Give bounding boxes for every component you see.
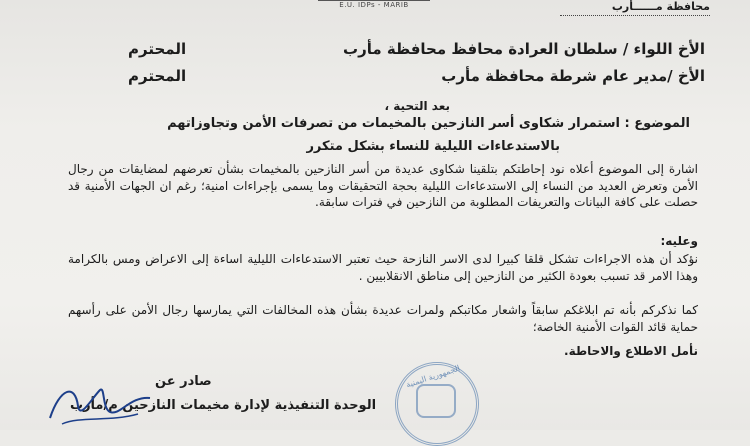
paragraph-1: اشارة إلى الموضوع أعلاه نود إحاطتكم بتلقينا شكاوى عديدة من أسر النازحين بالمخيمات بشأن تعرضهم لمضايقات من رجال الأمن وتعرض العديد من النساء إلى الاستدعاءات الليلية بحجة التحقيقات وما يسمى بإجراءات امنية؛ رغم ان الجهات الأمنية قد حصلت على كافة البيانات والتعريفات المطلوبة من النازحين في فترات سابقة. [68, 162, 698, 209]
header-divider [560, 15, 710, 16]
greeting: بعد التحية ، [384, 99, 450, 113]
recipient-1-honorific: المحترم [128, 40, 187, 58]
and-so-label: وعليه: [660, 234, 698, 248]
issued-by-label: صادر عن [155, 374, 212, 389]
closing-line: نأمل الاطلاع والاحاطة. [564, 344, 698, 358]
stamp-emblem [416, 384, 456, 418]
letterhead-org: E.U. IDPs - MARIB [339, 1, 409, 9]
paragraph-2: نؤكد أن هذه الاجراءات تشكل قلقا كبيرا لدى الاسر النازحة حيث تعتبر الاستدعاءات الليلية اساءة إلى الاعراض ومس بالكرامة وهذا الامر قد تسبب بعودة الكثير من النازحين إلى مناطق الانقلابيين . [68, 252, 698, 283]
recipient-2-honorific: المحترم [128, 67, 187, 85]
paragraph-3: كما نذكركم بأنه تم ابلاغكم سابقاً واشعار مكاتبكم ولمرات عديدة بشأن هذه المخالفات التي يمارسها رجال الأمن على رأسهم حماية قائد القوات الأمنية الخاصة؛ [68, 303, 698, 334]
recipient-1: الأخ اللواء / سلطان العرادة محافظ محافظة مأرب [343, 40, 705, 58]
recipient-2: الأخ /مدير عام شرطة محافظة مأرب [441, 67, 705, 85]
governorate-title: محافظة مــــــأرب [611, 0, 710, 13]
signature-icon [40, 378, 160, 430]
sender-unit: الوحدة التنفيذية لإدارة مخيمات النازحين م/مأرب [70, 398, 377, 413]
stamp-text: الجمهورية اليمنية [404, 363, 462, 390]
subject-line-1: الموضوع : استمرار شكاوى أسر النازحين بالمخيمات من تصرفات الأمن وتجاوزاتهم [167, 116, 690, 131]
subject-line-2: بالاستدعاءات الليلية للنساء بشكل متكرر [306, 139, 560, 154]
